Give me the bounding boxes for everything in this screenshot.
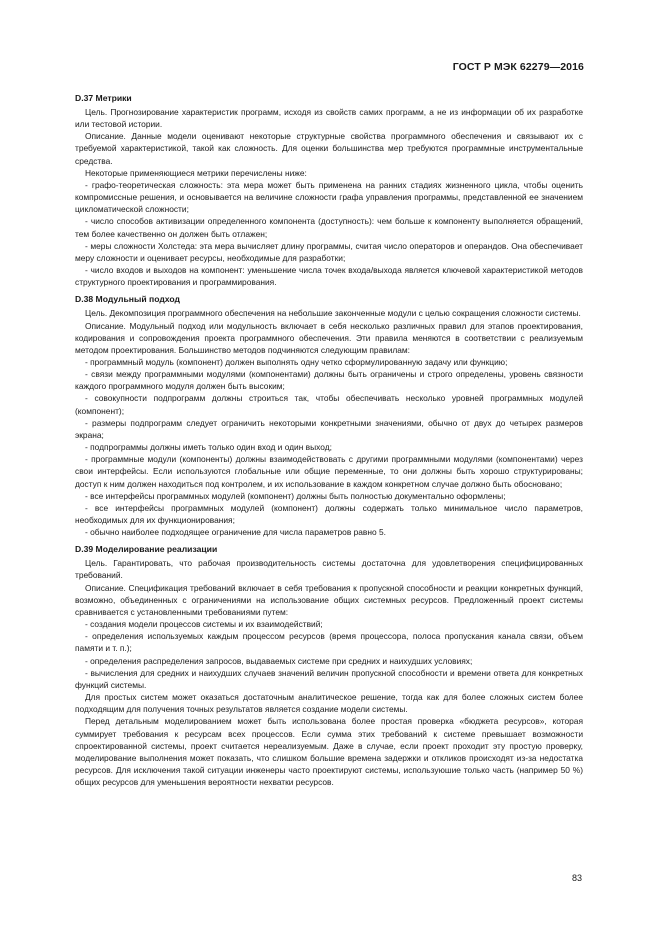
paragraph: Описание. Спецификация требований включает в себя требования к пропускной способности и реакции конкретных функций, возможно, объединенных с ограничениями на использование общих системных ресурсов. Предложенный проект системы сравнивается с установленными требованиями путем:: [75, 582, 583, 617]
page-content: [75, 92, 583, 793]
list-item: - создания модели процессов системы и их взаимодействий;: [85, 619, 323, 630]
list-item: - определения используемых каждым процессом ресурсов (время процессора, полоса пропускания канала связи, объем памяти и т. п.);: [75, 631, 583, 654]
paragraph: Цель. Декомпозиция программного обеспечения на небольшие законченные модули с целью сокращения сложности системы.: [85, 308, 581, 319]
section-title: D.37 Метрики: [75, 93, 132, 103]
list-item: - программный модуль (компонент) должен выполнять одну четко сформулированную задачу или функцию;: [85, 356, 508, 367]
paragraph: Некоторые применяющиеся метрики перечислены ниже:: [85, 167, 307, 178]
list-item: - связи между программными модулями (компонентами) должны быть ограничены и строго определены, уровень связности каждого программного модуля должен быть высоким;: [75, 369, 583, 392]
paragraph: Для простых систем может оказаться достаточным аналитическое решение, тогда как для более сложных систем более подходящим для получения точных результатов является создание модели системы.: [75, 692, 583, 715]
list-item: - число способов активизации определенного компонента (доступность): чем больше к компоненту выполняется обращений, тем более качественно он должен быть отлажен;: [75, 216, 583, 239]
section-title: D.39 Моделирование реализации: [75, 544, 218, 555]
paragraph: Перед детальным моделированием может быть использована более простая проверка «бюджета ресурсов», которая суммирует требования к ресурсам всех процессов. Если сумма этих требований к системе превышает возможности спроектированной системы, проект считается нереализуемым. Даже в случае, если проект проходит эту простую проверку, моделирование выполнения может показать, что слишком большие времена задержки и откликов происходят из-за недостатка ресурсов. Для исключения такой ситуации инженеры часто проектируют системы, используюшие только часть (например 50 %) общих ресурсов для уменьшения вероятности нехватки ресурсов.: [75, 716, 583, 788]
list-item: - совокупности подпрограмм должны строиться так, чтобы обеспечивать несколько уровней программных модулей (компонент);: [75, 393, 583, 416]
list-item: - программные модули (компоненты) должны взаимодействовать с другими программными модулями (компонентами) через свои интерфейсы. Если используются глобальные или общие переменные, то они должны быть хорошо структурированы; доступ к ним должен находиться под контролем, и их использование в каждом конкретном случае должно быть обосновано;: [75, 454, 583, 489]
list-item: - меры сложности Холстеда: эта мера вычисляет длину программы, считая число операторов и операндов. Она обеспечивает меру сложности и оценивает ресурсы, необходимые для разработки;: [75, 240, 583, 263]
section-performance-modelling: [75, 543, 583, 788]
list-item: - вычисления для средних и наихудших случаев значений величин пропускной способности и времени ответа для конкретных функций системы.: [75, 667, 583, 690]
section-title: D.38 Модульный подход: [75, 294, 180, 305]
list-item: - определения распределения запросов, выдаваемых системе при средних и наихудших условиях;: [85, 655, 473, 666]
list-item: - все интерфейсы программных модулей (компонент) должны быть полностью документально оформлены;: [85, 490, 506, 501]
section-modular-approach: [75, 293, 583, 538]
list-item: - все интерфейсы программных модулей (компонент) должны содержать только минимальное число параметров, необходимых для их функционирования;: [75, 502, 583, 525]
paragraph: Цель. Прогнозирование характеристик программ, исходя из свойств самих программ, а не из информации об их разработке или тестовой истории.: [75, 107, 583, 130]
paragraph: Описание. Данные модели оценивают некоторые структурные свойства программного обеспечения и связывают их с требуемой характеристикой, такой как сложность. Для оценки большинства мер требуются программные инструментальные средства.: [75, 131, 583, 166]
paragraph: Описание. Модульный подход или модульность включает в себя несколько различных правил для этапов проектирования, кодирования и сопровождения проекта программного обеспечения. Эти правила меняются в соответствии с реализуемым методом проектирования. Большинство методов подчиняются следующим правилам:: [75, 320, 583, 355]
section-metrics: [75, 92, 583, 288]
list-item: - размеры подпрограмм следует ограничить некоторыми конкретными значениями, обычно от двух до четырех размеров экрана;: [75, 417, 583, 440]
list-item: - число входов и выходов на компонент: уменьшение числа точек входа/выхода является ключевой характеристикой методов структурного проектирования и программирования.: [75, 265, 583, 288]
list-item: - графо-теоретическая сложность: эта мера может быть применена на ранних стадиях жизненного цикла, чтобы оценить компромиссные решения, и основывается на величине сложности графа управления программы, представленной ее значением цикломатической сложности;: [75, 179, 583, 215]
paragraph: Цель. Гарантировать, что рабочая производительность системы достаточна для удовлетворения специфицированных требований.: [75, 558, 583, 581]
document-standard-id: ГОСТ Р МЭК 62279—2016: [452, 61, 584, 73]
list-item: - подпрограммы должны иметь только один вход и один выход;: [85, 442, 332, 453]
list-item: - обычно наиболее подходящее ограничение для числа параметров равно 5.: [85, 527, 386, 538]
page-number: 83: [571, 873, 582, 883]
